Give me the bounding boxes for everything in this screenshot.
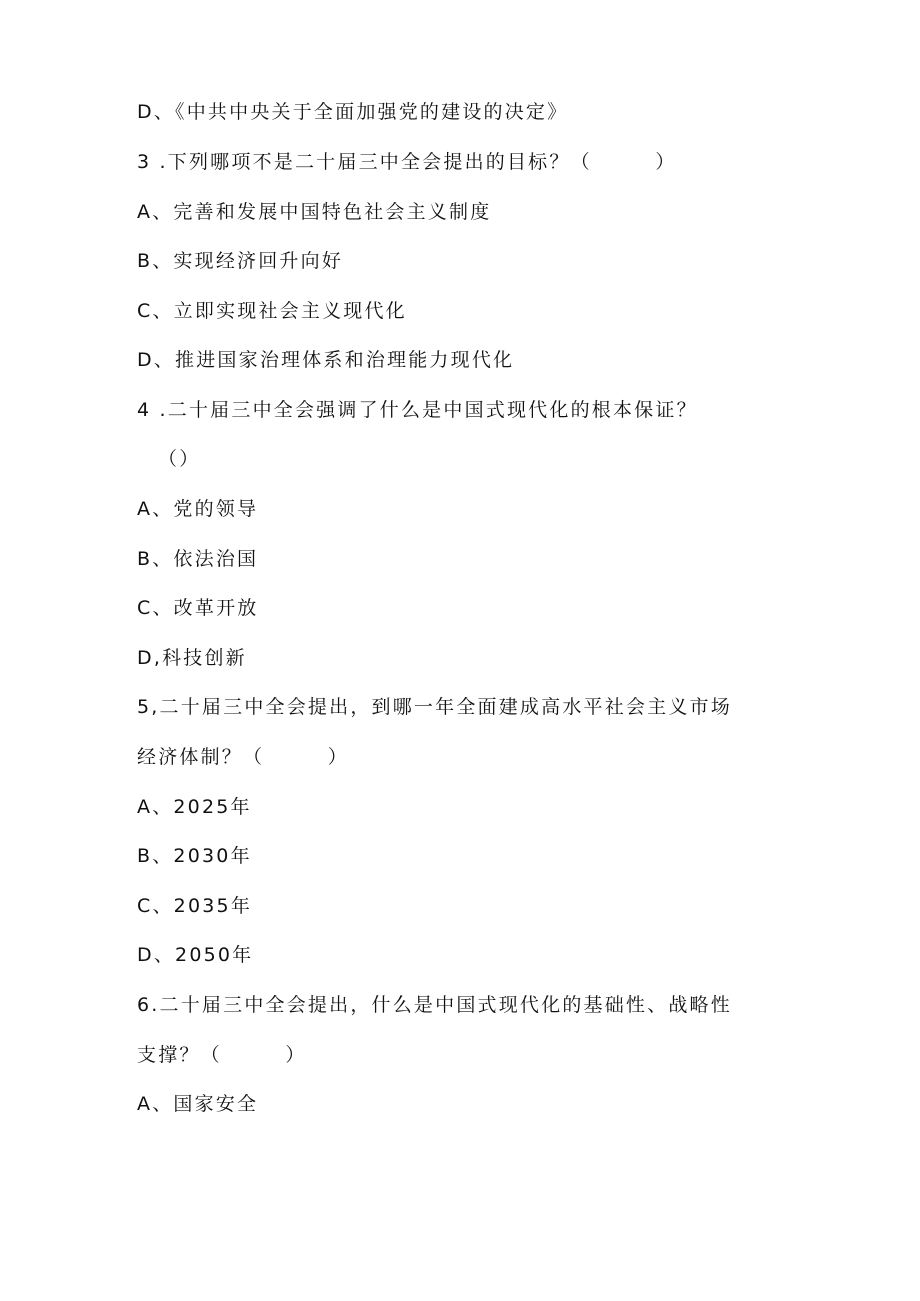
q2-option-d: D、《中共中央关于全面加强党的建设的决定》 [137,101,569,123]
q5-option-d: D、2050年 [137,944,254,966]
q5-option-a: A、2025年 [137,796,252,818]
q3-option-a: A、完善和发展中国特色社会主义制度 [137,201,492,223]
question-6-line-1: 6.二十届三中全会提出，什么是中国式现代化的基础性、战略性 [137,994,732,1016]
question-3: 3 .下列哪项不是二十届三中全会提出的目标？（ ） [137,151,677,173]
question-4-answer-blank: （） [158,448,201,470]
q3-option-b: B、实现经济回升向好 [137,250,344,272]
question-5-line-1: 5,二十届三中全会提出，到哪一年全面建成高水平社会主义市场 [137,696,732,718]
q4-option-c: C、改革开放 [137,597,259,619]
q4-option-d: D,科技创新 [137,647,247,669]
q4-option-a: A、党的领导 [137,498,259,520]
question-6-line-2: 支撑？（ ） [137,1044,307,1066]
q3-option-c: C、立即实现社会主义现代化 [137,300,407,322]
q4-option-b: B、依法治国 [137,548,259,570]
question-5-line-2: 经济体制？（ ） [137,746,350,768]
q5-option-b: B、2030年 [137,845,252,867]
q6-option-a: A、国家安全 [137,1093,259,1115]
question-4: 4 .二十届三中全会强调了什么是中国式现代化的根本保证？ [137,399,698,421]
q5-option-c: C、2035年 [137,895,253,917]
q3-option-d: D、推进国家治理体系和治理能力现代化 [137,349,515,371]
